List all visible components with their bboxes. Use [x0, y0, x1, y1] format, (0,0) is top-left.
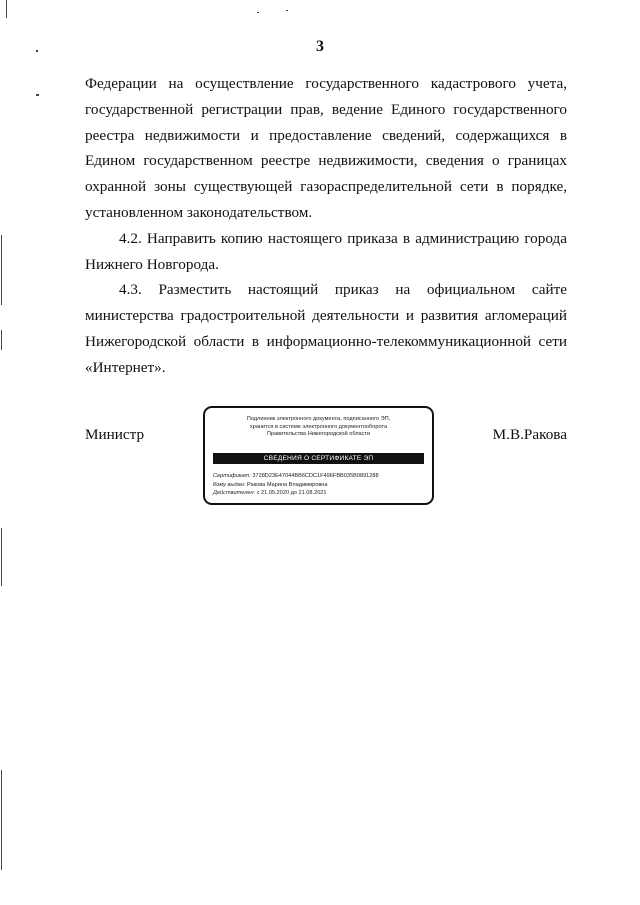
- scan-speck: [36, 50, 38, 52]
- stamp-certificate-details: [213, 472, 426, 498]
- electronic-signature-stamp: [203, 406, 434, 505]
- stamp-header-line: Подлинник электронного документа, подписанного ЭП,: [246, 416, 391, 422]
- scan-speck: [257, 12, 259, 13]
- scan-margin-line: [1, 235, 2, 305]
- stamp-header-line: Правительства Нижегородской области: [266, 431, 371, 438]
- paragraph-continuation: Федерации на осуществление государственного кадастрового учета, государственной регистрации прав, ведение Единого государственного реестра недвижимости и предоставление сведений, содержащихся в Едином государственном реестре недвижимости, сведения о границах охранной зоны существующей газораспределительной сети в порядке, установленном законодательством.: [85, 75, 567, 221]
- document-body: [85, 71, 567, 381]
- stamp-row-value: 3728D23E47044BB6CDC1F496FBB035B0891288: [252, 473, 379, 479]
- scan-margin-line: [1, 770, 2, 870]
- scan-margin-line: [6, 0, 7, 18]
- paragraph-4-2: 4.2. Направить копию настоящего приказа в администрацию города Нижнего Новгорода.: [85, 229, 567, 273]
- stamp-row-value: с 21.05.2020 до 21.08.2021: [256, 490, 327, 497]
- stamp-row-value: Ракова Марина Владимировна: [246, 481, 328, 488]
- stamp-row-issued-to: [213, 481, 426, 490]
- signatory-name: М.В.Ракова: [492, 426, 567, 443]
- stamp-certificate-title: СВЕДЕНИЯ О СЕРТИФИКАТЕ ЭП: [213, 453, 424, 464]
- scan-speck: [36, 94, 39, 96]
- signatory-position: Министр: [85, 426, 145, 443]
- stamp-header: [213, 416, 424, 439]
- stamp-row-key: Сертификат:: [213, 473, 251, 479]
- scan-margin-line: [1, 528, 2, 586]
- stamp-header-line: хранится в системе электронного документооборота: [249, 423, 388, 430]
- scan-speck: [286, 10, 288, 11]
- stamp-row-certificate: [213, 472, 426, 481]
- page-number: 3: [316, 38, 324, 55]
- stamp-row-key: Действителен:: [213, 490, 256, 497]
- paragraph-4-3: 4.3. Разместить настоящий приказ на официальном сайте министерства градостроительной деятельности и развития агломераций Нижегородской области в информационно-телекоммуникационной сети «Интернет».: [85, 281, 567, 376]
- stamp-row-key: Кому выдан:: [213, 481, 246, 488]
- stamp-row-validity: [213, 489, 426, 498]
- scan-margin-line: [1, 330, 2, 350]
